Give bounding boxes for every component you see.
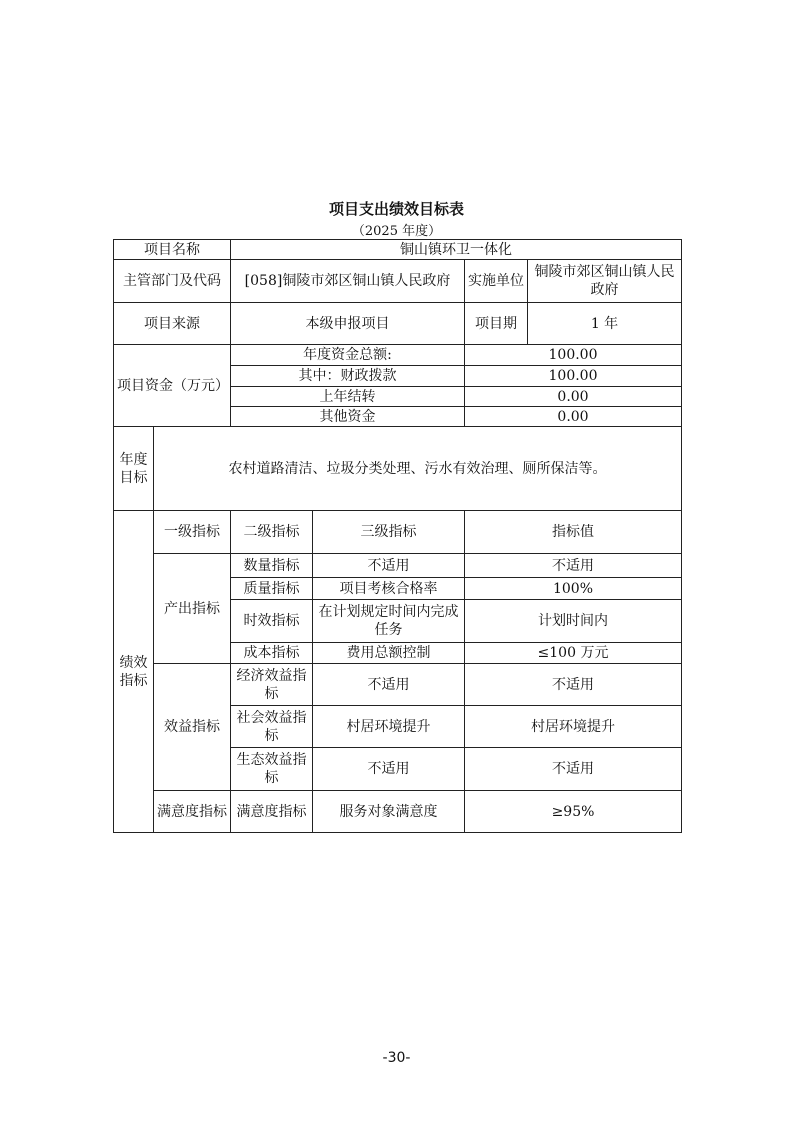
department-row bbox=[114, 260, 682, 303]
satisfaction-level2: 满意度指标 bbox=[231, 791, 313, 833]
document-subtitle: （2025 年度） bbox=[351, 224, 442, 239]
department-value: [058]铜陵市郊区铜山镇人民政府 bbox=[231, 260, 465, 303]
project-funds-label: 项目资金（万元） bbox=[114, 345, 231, 427]
benefit-value: 不适用 bbox=[465, 664, 682, 706]
output-level3: 在计划规定时间内完成任务 bbox=[313, 600, 465, 643]
header-level3: 三级指标 bbox=[313, 511, 465, 554]
indicator-header-row bbox=[114, 511, 682, 554]
page-number: -30- bbox=[382, 1050, 411, 1066]
fiscal-allocation-label: 其中：财政拨款 bbox=[231, 366, 465, 387]
project-source-label: 项目来源 bbox=[114, 303, 231, 345]
source-row bbox=[114, 303, 682, 345]
table-row bbox=[114, 664, 682, 706]
project-period-label: 项目期 bbox=[465, 303, 528, 345]
department-label: 主管部门及代码 bbox=[114, 260, 231, 303]
benefit-level3: 不适用 bbox=[313, 748, 465, 791]
carryover-label: 上年结转 bbox=[231, 387, 465, 407]
annual-total-value: 100.00 bbox=[465, 345, 682, 366]
output-level2: 成本指标 bbox=[231, 643, 313, 664]
benefit-value: 不适用 bbox=[465, 748, 682, 791]
project-name-label: 项目名称 bbox=[114, 240, 231, 260]
output-level3: 不适用 bbox=[313, 554, 465, 578]
project-name-row bbox=[114, 240, 682, 260]
benefit-level3: 村居环境提升 bbox=[313, 706, 465, 748]
other-funds-label: 其他资金 bbox=[231, 407, 465, 427]
performance-table bbox=[113, 239, 682, 833]
output-value: 100% bbox=[465, 578, 682, 600]
document-title: 项目支出绩效目标表 bbox=[328, 200, 464, 218]
benefit-indicators-label: 效益指标 bbox=[154, 664, 231, 791]
benefit-level2: 生态效益指标 bbox=[231, 748, 313, 791]
benefit-level2: 社会效益指标 bbox=[231, 706, 313, 748]
implementing-unit-label: 实施单位 bbox=[465, 260, 528, 303]
funds-total-row bbox=[114, 345, 682, 366]
other-funds-value: 0.00 bbox=[465, 407, 682, 427]
benefit-value: 村居环境提升 bbox=[465, 706, 682, 748]
satisfaction-value: ≥95% bbox=[465, 791, 682, 833]
implementing-unit-value: 铜陵市郊区铜山镇人民政府 bbox=[528, 260, 682, 303]
fiscal-allocation-value: 100.00 bbox=[465, 366, 682, 387]
satisfaction-level3: 服务对象满意度 bbox=[313, 791, 465, 833]
output-level2: 数量指标 bbox=[231, 554, 313, 578]
benefit-level3: 不适用 bbox=[313, 664, 465, 706]
annual-goal-text: 农村道路清洁、垃圾分类处理、污水有效治理、厕所保洁等。 bbox=[154, 427, 682, 511]
project-name-value: 铜山镇环卫一体化 bbox=[231, 240, 682, 260]
output-level3: 项目考核合格率 bbox=[313, 578, 465, 600]
output-level2: 质量指标 bbox=[231, 578, 313, 600]
project-period-value: 1 年 bbox=[528, 303, 682, 345]
header-level1: 一级指标 bbox=[154, 511, 231, 554]
output-value: 不适用 bbox=[465, 554, 682, 578]
output-indicators-label: 产出指标 bbox=[154, 554, 231, 664]
project-source-value: 本级申报项目 bbox=[231, 303, 465, 345]
performance-indicators-label: 绩效指标 bbox=[114, 511, 154, 833]
carryover-value: 0.00 bbox=[465, 387, 682, 407]
annual-goal-label: 年度目标 bbox=[114, 427, 154, 511]
table-row bbox=[114, 554, 682, 578]
annual-total-label: 年度资金总额: bbox=[231, 345, 465, 366]
header-level2: 二级指标 bbox=[231, 511, 313, 554]
table-row bbox=[114, 791, 682, 833]
output-level2: 时效指标 bbox=[231, 600, 313, 643]
output-level3: 费用总额控制 bbox=[313, 643, 465, 664]
output-value: 计划时间内 bbox=[465, 600, 682, 643]
output-value: ≤100 万元 bbox=[465, 643, 682, 664]
satisfaction-indicators-label: 满意度指标 bbox=[154, 791, 231, 833]
annual-goal-row bbox=[114, 427, 682, 511]
benefit-level2: 经济效益指标 bbox=[231, 664, 313, 706]
header-value: 指标值 bbox=[465, 511, 682, 554]
